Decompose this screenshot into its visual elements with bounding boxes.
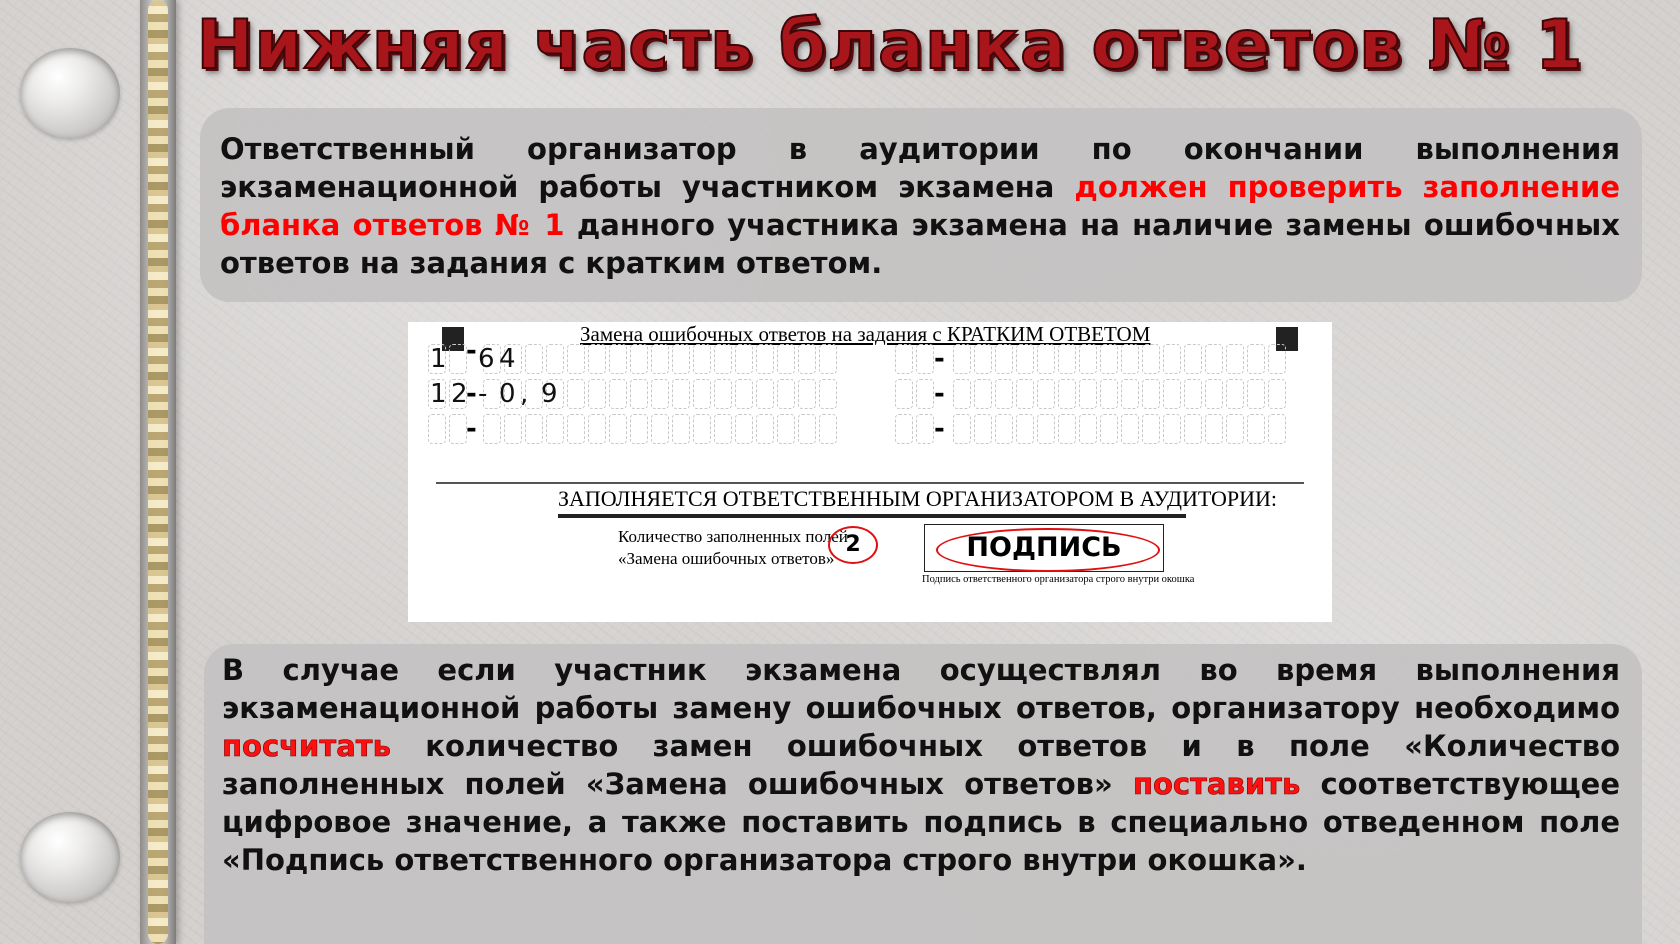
answer-cell: [1184, 414, 1202, 444]
answer-cell: [609, 414, 627, 444]
task-number-cell: [449, 414, 467, 444]
answer-cell: [693, 344, 711, 374]
row-dash: -: [466, 414, 477, 444]
task-number-cell: [428, 414, 446, 444]
task-number-cell: [449, 344, 467, 374]
answer-cell: [1142, 344, 1160, 374]
instruction-text-2: количество замен ошибочных ответов и в поле «Количество заполненных полей «Замена ошибочных ответов»: [222, 729, 1620, 801]
task-number-digit: 2: [451, 379, 468, 409]
answer-cell: [756, 379, 774, 409]
answer-cell: [1205, 379, 1223, 409]
answer-cell: [1247, 414, 1265, 444]
answer-cell: [756, 344, 774, 374]
answer-cell: [1142, 379, 1160, 409]
answer-cell: [567, 344, 585, 374]
answer-cell: [672, 379, 690, 409]
task-number-cell: [895, 344, 913, 374]
answer-cell: [1121, 414, 1139, 444]
count-label-line2: «Замена ошибочных ответов»: [618, 549, 835, 568]
answer-cell: [995, 414, 1013, 444]
form-subtitle: ЗАПОЛНЯЕТСЯ ОТВЕТСТВЕННЫМ ОРГАНИЗАТОРОМ В АУДИТОРИИ:: [558, 486, 1278, 511]
answer-cell: [588, 379, 606, 409]
answer-cell: [1247, 344, 1265, 374]
answer-cell: [1037, 344, 1055, 374]
answer-cell: [1121, 344, 1139, 374]
answer-cell: [1226, 379, 1244, 409]
answer-char: 9: [541, 379, 558, 409]
signature-caption: Подпись ответственного организатора строго внутри окошка: [922, 574, 1195, 585]
task-number-digit: 1: [430, 344, 447, 374]
answer-cell: [1163, 379, 1181, 409]
answer-cell: [567, 414, 585, 444]
answer-cell: [1100, 344, 1118, 374]
answer-cell: [798, 379, 816, 409]
answer-cell: [714, 414, 732, 444]
row-dash: -: [466, 379, 477, 409]
answer-cell: [1037, 414, 1055, 444]
answer-cell: [525, 414, 543, 444]
answer-cell: [1121, 379, 1139, 409]
answer-cell: [1268, 344, 1286, 374]
task-number-cell: [895, 414, 913, 444]
slide-title: Нижняя часть бланка ответов № 1: [196, 6, 1584, 85]
intro-panel: [200, 108, 1642, 302]
answer-cell: [1226, 414, 1244, 444]
count-value: 2: [845, 532, 861, 557]
answer-cell: [1079, 344, 1097, 374]
answer-cell: [1016, 414, 1034, 444]
form-divider: [436, 482, 1304, 484]
answer-cell: [672, 414, 690, 444]
answer-cell: [1142, 414, 1160, 444]
count-label: [618, 526, 848, 570]
answer-char: 0: [499, 379, 516, 409]
answer-cell: [777, 344, 795, 374]
instruction-text-3: соответствующее цифровое значение, а также поставить подпись в специально отведенном поле «Подпись ответственного организатора строго внутри окошка».: [222, 767, 1620, 877]
binder-cord: [148, 0, 168, 944]
answer-cell: [953, 379, 971, 409]
instruction-highlight-put: поставить: [1132, 767, 1301, 801]
answer-cell: [777, 414, 795, 444]
answer-cell: [1079, 414, 1097, 444]
answer-cell: [995, 379, 1013, 409]
intro-highlight: должен проверить заполнение бланка ответов № 1: [220, 170, 1620, 242]
answer-cell: [1226, 344, 1244, 374]
answer-char: -: [478, 379, 488, 409]
binder-ring-bottom: [20, 812, 120, 902]
answer-sheet-image: [408, 322, 1332, 622]
answer-cell: [693, 379, 711, 409]
answer-cell: [588, 414, 606, 444]
answer-cell: [567, 379, 585, 409]
answer-cell: [546, 414, 564, 444]
instruction-highlight-count: посчитать: [222, 729, 391, 763]
answer-cell: [1268, 414, 1286, 444]
answer-cell: [1205, 344, 1223, 374]
answer-cell: [525, 344, 543, 374]
answer-char: 6: [478, 344, 495, 374]
answer-cell: [546, 344, 564, 374]
answer-cell: [630, 414, 648, 444]
answer-cell: [735, 379, 753, 409]
answer-cell: [693, 414, 711, 444]
answer-cell: [1163, 344, 1181, 374]
row-dash: -: [934, 414, 945, 444]
answer-cell: [1205, 414, 1223, 444]
answer-cell: [1100, 379, 1118, 409]
answer-cell: [609, 344, 627, 374]
answer-cell: [714, 344, 732, 374]
answer-cell: [735, 344, 753, 374]
answer-cell: [1058, 414, 1076, 444]
answer-cell: [953, 344, 971, 374]
answer-cell: [1268, 379, 1286, 409]
instruction-panel: [204, 644, 1642, 944]
answer-cell: [974, 344, 992, 374]
form-title: Замена ошибочных ответов на задания с КРАТКИМ ОТВЕТОМ: [580, 322, 1151, 346]
answer-cell: [1079, 379, 1097, 409]
answer-cell: [672, 344, 690, 374]
answer-cell: [1163, 414, 1181, 444]
answer-cell: [630, 379, 648, 409]
answer-cell: [1100, 414, 1118, 444]
answer-cell: [798, 344, 816, 374]
answer-cell: [819, 344, 837, 374]
answer-cell: [1016, 344, 1034, 374]
instruction-text-1: В случае если участник экзамена осуществлял во время выполнения экзаменационной работы замену ошибочных ответов, организатору необходимо: [222, 653, 1620, 725]
answer-cell: [819, 379, 837, 409]
answer-cell: [714, 379, 732, 409]
answer-cell: [756, 414, 774, 444]
answer-cell: [651, 414, 669, 444]
answer-char: 4: [499, 344, 516, 374]
answer-cell: [1247, 379, 1265, 409]
answer-cell: [609, 379, 627, 409]
count-field: [828, 526, 878, 564]
answer-cell: [630, 344, 648, 374]
answer-cell: [735, 414, 753, 444]
answer-cell: [1058, 344, 1076, 374]
answer-cell: [974, 379, 992, 409]
answer-cell: [1184, 344, 1202, 374]
row-dash: -: [934, 344, 945, 374]
answer-cell: [1016, 379, 1034, 409]
task-number-cell: [916, 344, 934, 374]
signature-text: ПОДПИСЬ: [966, 532, 1122, 563]
answer-cell: [1058, 379, 1076, 409]
task-number-cell: [895, 379, 913, 409]
answer-cell: [651, 379, 669, 409]
binder-strip: [140, 0, 176, 944]
task-number-cell: [916, 414, 934, 444]
answer-cell: [1037, 379, 1055, 409]
count-label-line1: Количество заполненных полей: [618, 527, 848, 546]
answer-cell: [504, 414, 522, 444]
answer-cell: [819, 414, 837, 444]
answer-cell: [974, 414, 992, 444]
answer-char: ,: [520, 379, 529, 409]
intro-text-end: данного участника экзамена на наличие замены ошибочных ответов на задания с кратким ответом.: [220, 208, 1620, 280]
answer-cell: [777, 379, 795, 409]
subtitle-underline: [558, 514, 1186, 518]
answer-cell: [1184, 379, 1202, 409]
row-dash: -: [466, 336, 477, 366]
intro-text-start: Ответственный организатор в аудитории по окончании выполнения экзаменационной работы участником экзамена: [220, 132, 1620, 204]
task-number-digit: 1: [430, 379, 447, 409]
answer-cell: [995, 344, 1013, 374]
answer-cell: [953, 414, 971, 444]
task-number-cell: [916, 379, 934, 409]
answer-cell: [798, 414, 816, 444]
answer-cell: [651, 344, 669, 374]
answer-cell: [483, 414, 501, 444]
row-dash: -: [934, 379, 945, 409]
answer-cell: [588, 344, 606, 374]
